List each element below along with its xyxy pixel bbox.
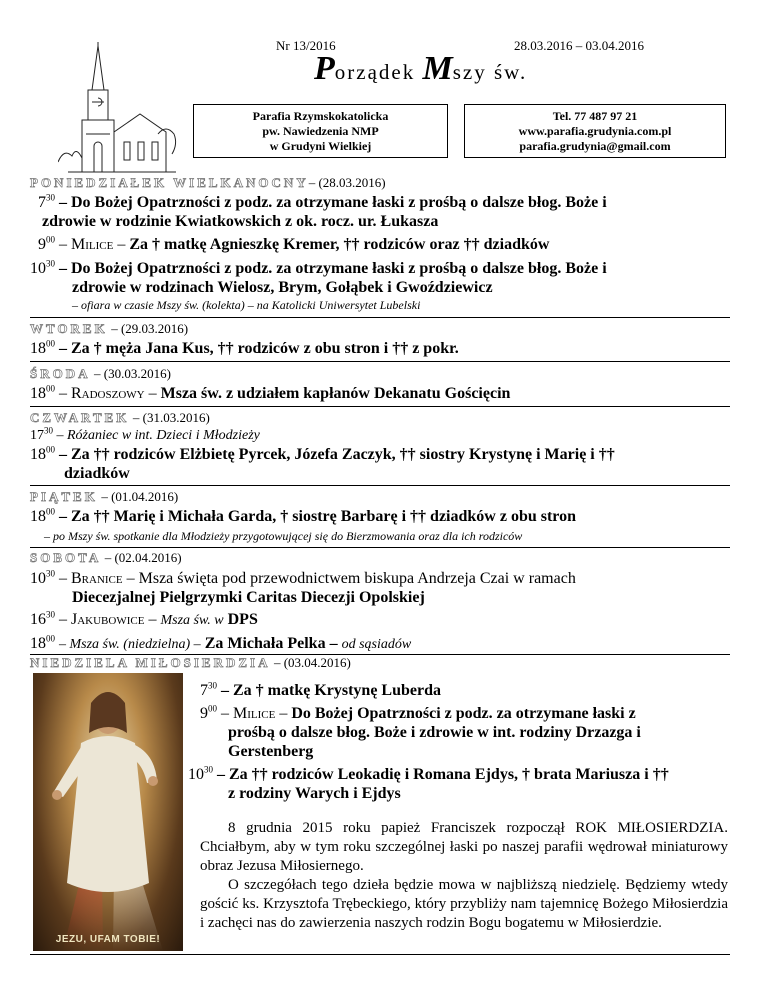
mass-entry-cont: Gerstenberg — [228, 743, 314, 760]
church-drawing — [58, 42, 180, 176]
divider — [30, 361, 730, 362]
mass-entry: $10^{30}$ – Branice – Msza święta pod przewodnictwem biskupa Andrzeja Czai w ramach — [30, 568, 576, 587]
issue-number: Nr 13/2016 — [276, 38, 336, 53]
parish-dedication: pw. Nawiedzenia NMP — [262, 124, 379, 138]
contact-box — [464, 104, 726, 158]
mass-entry-cont: prośbą o dalsze błog. Boże i zdrowie w int. rodziny Drzazga i — [228, 724, 641, 741]
mass-entry: $7^{30}$ – Za † matkę Krystynę Luberda — [200, 680, 441, 699]
mass-entry-cont: z rodziny Warych i Ejdys — [228, 785, 401, 802]
mass-entry: $10^{30}$ – Za †† rodziców Leokadię i Romana Ejdys, † brata Mariusza i †† — [188, 764, 669, 783]
mass-entry: $18^{00}$ – Za †† Marię i Michała Garda, † siostrę Barbarę i †† dziadków z obu stron — [30, 506, 577, 525]
mass-entry-cont: zdrowie w rodzinach Wielosz, Brym, Gołąbek i Gwoździewicz — [72, 279, 493, 296]
day-header-friday: PIĄTEK – (01.04.2016) — [30, 489, 179, 504]
mass-note: – ofiara w czasie Mszy św. (kolekta) – na Katolicki Uniwersytet Lubelski — [72, 298, 421, 312]
day-header-thursday: CZWARTEK – (31.03.2016) — [30, 410, 210, 425]
email-link[interactable]: parafia.grudynia@gmail.com — [519, 139, 671, 153]
mass-note: – po Mszy św. spotkanie dla Młodzieży przygotowującej się do Bierzmowania oraz dla ich rodziców — [44, 529, 523, 543]
day-header-wednesday: ŚRODA – (30.03.2016) — [30, 366, 171, 381]
parish-name: Parafia Rzymskokatolicka — [252, 109, 389, 123]
day-header-saturday: SOBOTA – (02.04.2016) — [30, 550, 182, 565]
mass-entry: $16^{30}$ – Jakubowice – Msza św. w DPS — [30, 609, 258, 628]
bottom-divider — [30, 954, 730, 955]
mass-entry: $18^{00}$ – Radoszowy – Msza św. z udziałem kapłanów Dekanatu Gościęcin — [30, 383, 511, 402]
mass-entry-cont: dziadków — [64, 465, 130, 482]
page-title: Porządek Mszy św. — [314, 50, 528, 87]
website-link[interactable]: www.parafia.grudynia.com.pl — [518, 124, 672, 138]
mass-entry: $10^{30}$ – Do Bożej Opatrzności z podz. za otrzymane łaski z prośbą o dalsze błog. Boże i — [30, 258, 607, 277]
image-caption: JEZU, UFAM TOBIE! — [55, 934, 161, 945]
mass-entry: $17^{30}$ – Różaniec w int. Dzieci i Młodzieży — [30, 425, 260, 443]
day-header-tuesday: WTOREK – (29.03.2016) — [30, 321, 189, 336]
mass-entry-cont: Diecezjalnej Pielgrzymki Caritas Diecezji Opolskiej — [72, 589, 425, 606]
parish-info-box — [193, 104, 448, 158]
phone: Tel. 77 487 97 21 — [552, 109, 638, 123]
divider — [30, 485, 730, 486]
jesus-figure-icon — [33, 673, 183, 951]
mass-entry-cont: zdrowie w rodzinie Kwiatkowskich z ok. rocz. ur. Łukasza — [42, 213, 439, 230]
mass-entry: $9^{00}$ – Milice – Za † matkę Agnieszkę Kremer, †† rodziców oraz †† dziadków — [38, 234, 550, 253]
mass-entry: $7^{30}$ – Do Bożej Opatrzności z podz. za otrzymane łaski z prośbą o dalsze błog. Boże i — [38, 192, 607, 211]
mass-entry: $18^{00}$ – Za † męża Jana Kus, †† rodziców z obu stron i †† z pokr. — [30, 338, 459, 357]
mass-entry: $18^{00}$ – Za †† rodziców Elżbietę Pyrcek, Józefa Zaczyk, †† siostry Krystynę i Marię i †† — [30, 444, 615, 463]
announcement-paragraph-2: O szczegółach tego dzieła będzie mowa w najbliższą niedzielę. Będziemy wtedy gościć ks. Krzysztofa Trębeckiego, który przybliży nam tajemnicę Bożego Miłosierdzia i zachęci nas do zawierzenia naszych rodzin Bogu bogatemu w Miłosierdzie. — [200, 877, 728, 931]
divider — [30, 406, 730, 407]
divine-mercy-image — [33, 673, 183, 951]
divider — [30, 317, 730, 318]
day-header-monday: PONIEDZIAŁEK WIELKANOCNY– (28.03.2016) — [30, 175, 386, 190]
divider — [30, 547, 730, 548]
mass-entry: $9^{00}$ – Milice – Do Bożej Opatrzności z podz. za otrzymane łaski z — [200, 703, 636, 722]
parish-location: w Grudyni Wielkiej — [269, 139, 372, 153]
mass-entry: $18^{00}$ – Msza św. (niedzielna) – Za Michała Pelka – od sąsiadów — [30, 633, 412, 652]
date-range: 28.03.2016 – 03.04.2016 — [514, 38, 644, 53]
announcement-paragraph-1: 8 grudnia 2015 roku papież Franciszek rozpoczął ROK MIŁOSIERDZIA. Chciałbym, aby w tym roku szczególnej łaski po naszej parafii wędrował miniaturowy obraz Jezusa Miłosiernego. — [200, 820, 728, 874]
day-header-sunday: NIEDZIELA MIŁOSIERDZIA – (03.04.2016) — [30, 655, 351, 670]
